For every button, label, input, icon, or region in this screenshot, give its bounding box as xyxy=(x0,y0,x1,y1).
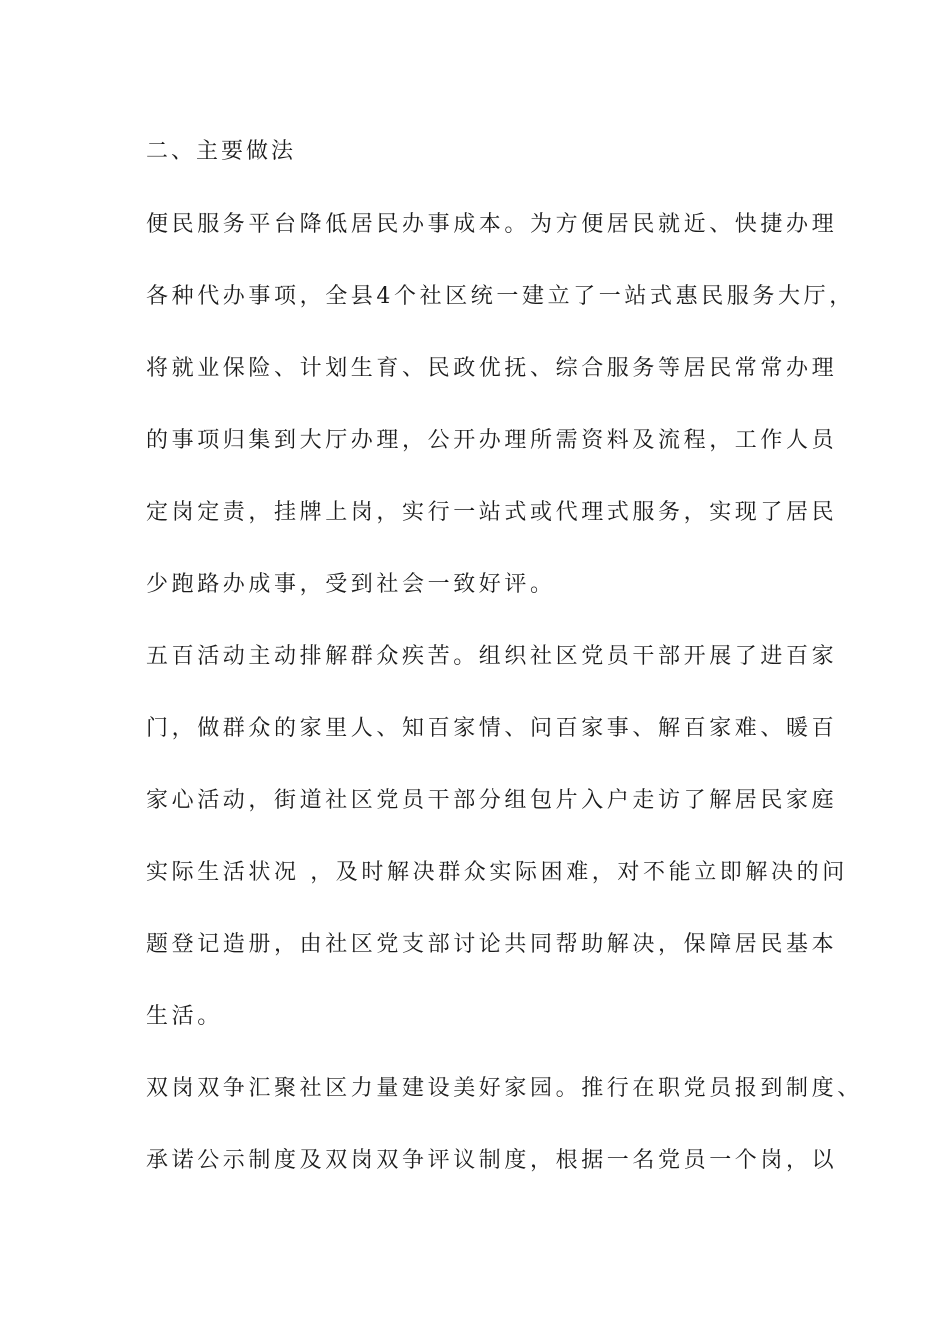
paragraph-line-10: 实际生活状况 ，及时解决群众实际困难，对不能立即解决的问 xyxy=(146,860,848,885)
paragraph-line-9: 家心活动，街道社区党员干部分组包片入户走访了解居民家庭 xyxy=(146,788,838,813)
paragraph-line-13: 双岗双争汇聚社区力量建设美好家园。推行在职党员报到制度、 xyxy=(146,1076,863,1101)
paragraph-line-2: 各种代办事项，全县4个社区统一建立了一站式惠民服务大厅， xyxy=(146,284,855,309)
paragraph-line-11: 题登记造册，由社区党支部讨论共同帮助解决，保障居民基本 xyxy=(146,932,838,957)
paragraph-line-6: 少跑路办成事，受到社会一致好评。 xyxy=(146,572,556,597)
paragraph-line-8: 门，做群众的家里人、知百家情、问百家事、解百家难、暖百 xyxy=(146,716,838,741)
section-heading: 二、主要做法 xyxy=(146,139,297,164)
paragraph-line-7: 五百活动主动排解群众疾苦。组织社区党员干部开展了进百家 xyxy=(146,644,838,669)
paragraph-line-5: 定岗定责，挂牌上岗，实行一站式或代理式服务，实现了居民 xyxy=(146,500,838,525)
paragraph-line-1: 便民服务平台降低居民办事成本。为方便居民就近、快捷办理 xyxy=(146,212,838,237)
paragraph-line-12: 生活。 xyxy=(146,1004,223,1029)
paragraph-line-14: 承诺公示制度及双岗双争评议制度，根据一名党员一个岗，以 xyxy=(146,1148,838,1173)
paragraph-line-4: 的事项归集到大厅办理，公开办理所需资料及流程，工作人员 xyxy=(146,428,838,453)
paragraph-line-3: 将就业保险、计划生育、民政优抚、综合服务等居民常常办理 xyxy=(146,356,838,381)
